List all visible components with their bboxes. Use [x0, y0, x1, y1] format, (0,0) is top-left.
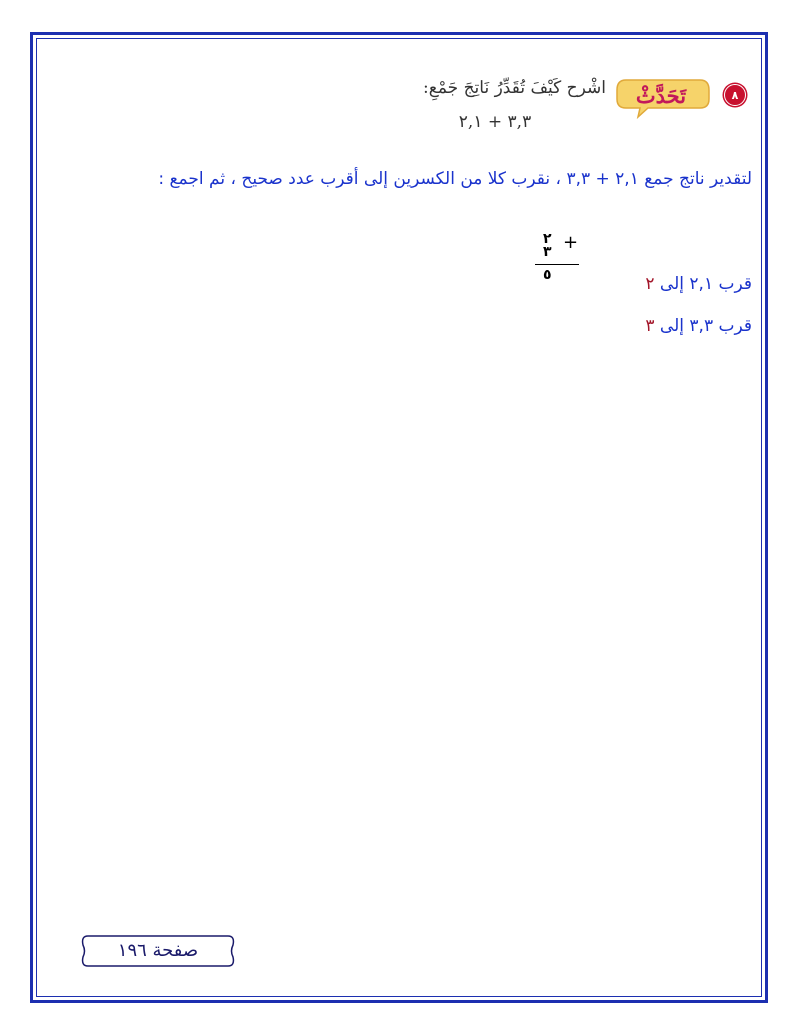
tag-label: تَحَدَّثْ: [635, 83, 687, 108]
problem-number-badge: [724, 84, 746, 106]
rounding-line-1-prefix: قرب ٢,١ إلى: [659, 274, 752, 294]
addend-bottom: ٣: [543, 244, 552, 260]
rounding-line-2: [560, 316, 752, 336]
sum-value: ٥: [543, 267, 552, 283]
sum-rule: [535, 264, 579, 265]
rounding-line-2-prefix: قرب ٣,٣ إلى: [659, 316, 752, 336]
rounding-line-1-target: ٢: [645, 274, 655, 294]
rounding-line-2-target: ٣: [645, 316, 655, 336]
problem-prompt: اشْرح كَيْفَ تُقَدِّرُ نَاتِجَ جَمْعِ:: [423, 78, 606, 98]
answer-intro: لتقدير ناتج جمع ٢,١ + ٣,٣ ، نقرب كلا من الكسرين إلى أقرب عدد صحيح ، ثم اجمع :: [158, 169, 752, 189]
page-label: صفحة ١٩٦: [117, 940, 199, 961]
problem-expression: ٣,٣ + ٢,١: [458, 112, 532, 132]
rounding-line-1: [560, 274, 752, 294]
addend-top: ٢: [543, 231, 552, 247]
problem-number: ٨: [731, 88, 739, 102]
plus-sign: +: [563, 232, 579, 253]
